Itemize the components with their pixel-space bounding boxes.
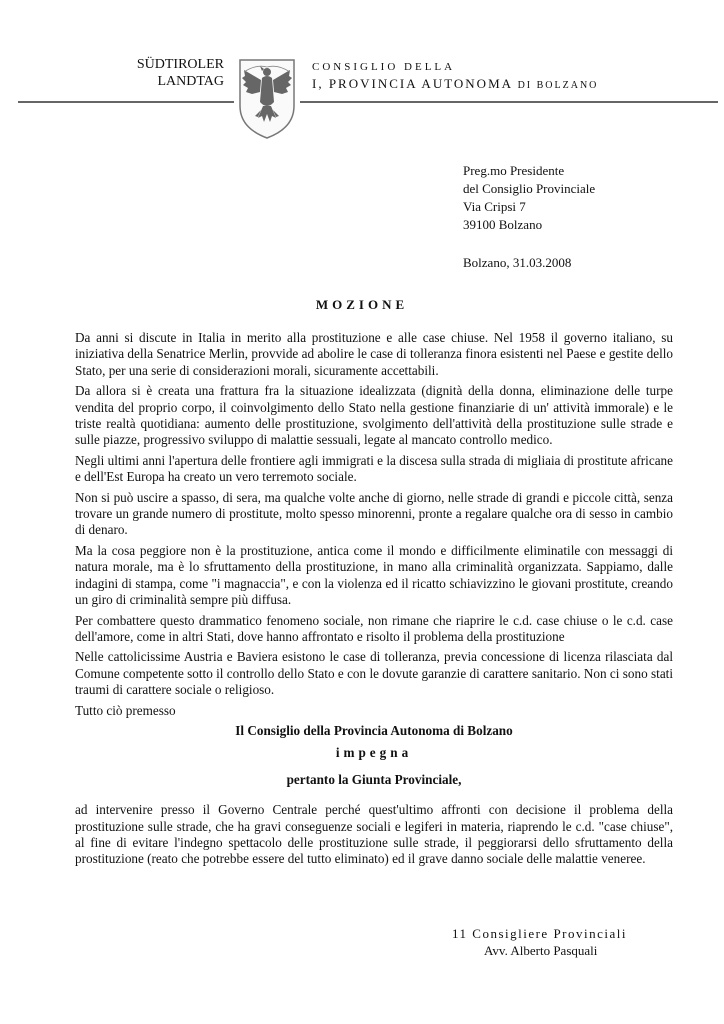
- document-body: [75, 330, 673, 872]
- paragraph: Per combattere questo drammatico fenomeno sociale, non rimane che riaprire le c.d. case chiuse o le c.d. case dell'amore, come in altri Stati, dove hanno affrontato e risolto il problema della prostituzione: [75, 612, 673, 644]
- letterhead-italian-line1: CONSIGLIO DELLA: [312, 61, 456, 73]
- paragraph: Non si può uscire a spasso, di sera, ma qualche volte anche di giorno, nelle strade di grandi e piccole città, senza trovare un grande numero di prostitute, molto spesso minorenni, pronte a regalare qualche ora di sesso in cambio di denaro.: [75, 489, 673, 538]
- letterhead-rule-right: [300, 101, 718, 103]
- paragraph: Da allora si è creata una frattura fra la situazione idealizzata (dignità della donna, eliminazione delle turpe vendita del proprio corpo, il coinvolgimento dello Stato nella gestione finanziarie di un' attività immorale) e le triste realtà quotidiana: aumento delle prostituzione, svolgimento dell'attività della prostituzione sulle strade e sulle piazze, progressivo sviluppo di malattie sessuali, legate al mancato controllo medico.: [75, 383, 673, 448]
- eagle-coat-of-arms-icon: [236, 58, 298, 140]
- letterhead-german-line2: LANDTAG: [157, 74, 224, 89]
- address-line3: Via Cripsi 7: [463, 199, 526, 214]
- letterhead-german: [137, 56, 224, 90]
- paragraph: Da anni si discute in Italia in merito alla prostituzione e alle case chiuse. Nel 1958 il governo italiano, su iniziativa della Senatrice Merlin, provvide ad abolire le case di tolleranza finora esistenti nel Paese e gestite dello Stato, per una serie di considerazioni morali, sicuramente accettabili.: [75, 330, 673, 378]
- signature-block: [452, 925, 627, 959]
- recipient-address: [463, 162, 595, 272]
- address-line1: Preg.mo Presidente: [463, 163, 565, 178]
- signature-role: 11 Consigliere Provinciali: [452, 926, 627, 941]
- document-date: Bolzano, 31.03.2008: [463, 255, 572, 270]
- paragraph: Nelle cattolicissime Austria e Baviera esistono le case di tolleranza, previa concessione di licenza rilasciata dal Comune competente sotto il controllo dello Stato e con le dovute garanzie di carattere sanitario. Non ci sono stati traumi di carattere sociale o religioso.: [75, 649, 673, 698]
- signature-name: Avv. Alberto Pasquali: [484, 943, 598, 958]
- paragraph-premise: Tutto ciò premesso: [75, 702, 176, 718]
- letterhead-german-line1: SÜDTIROLER: [136, 57, 224, 72]
- address-line2: del Consiglio Provinciale: [463, 181, 596, 196]
- resolution-addressee: pertanto la Giunta Provinciale,: [286, 771, 462, 787]
- document-title: MOZIONE: [315, 297, 409, 312]
- resolution-text: ad intervenire presso il Governo Centrale perché quest'ultimo affronti con decisione il problema della prostituzione sulle strade, che ha gravi conseguenze sociali e legiferi in materia, riaprendo le c.d. "case chiuse", al fine di evitare l'indegno spettacolo delle prostituzione sulle strade, il peggiorarsi dello sfruttamento della prostituzione (reato che potrebbe essere del tutto eliminato) ed il grave danno sociale delle malattie veneree.: [75, 802, 673, 867]
- paragraph: Ma la cosa peggiore non è la prostituzione, antica come il mondo e difficilmente eliminatile con messaggi di natura morale, ma è lo sfruttamento della prostituzione, in mano alla criminalità organizzata. Sappiamo, dalle indagini di stampa, come "i magnaccia", e con la violenza ed il ricatto schiavizzino le giovani prostitute, creando un giro di criminalità sempre più diffusa.: [75, 542, 673, 608]
- resolution-verb: impegna: [335, 745, 413, 761]
- paragraph: Negli ultimi anni l'apertura delle frontiere agli immigrati e la discesa sulla strada di migliaia di prostitute africane e dell'Est Europa ha creato un vero terremoto sociale.: [75, 452, 673, 485]
- letterhead-italian-line2: [312, 75, 598, 95]
- letterhead-italian: [312, 60, 598, 95]
- letterhead-rule-left: [18, 101, 234, 103]
- address-line4: 39100 Bolzano: [463, 217, 543, 232]
- letterhead-italian-main: I, PROVINCIA AUTONOMA: [312, 76, 513, 91]
- resolution-council: Il Consiglio della Provincia Autonoma di Bolzano: [235, 722, 513, 738]
- letterhead-italian-tail: DI BOLZANO: [517, 80, 599, 91]
